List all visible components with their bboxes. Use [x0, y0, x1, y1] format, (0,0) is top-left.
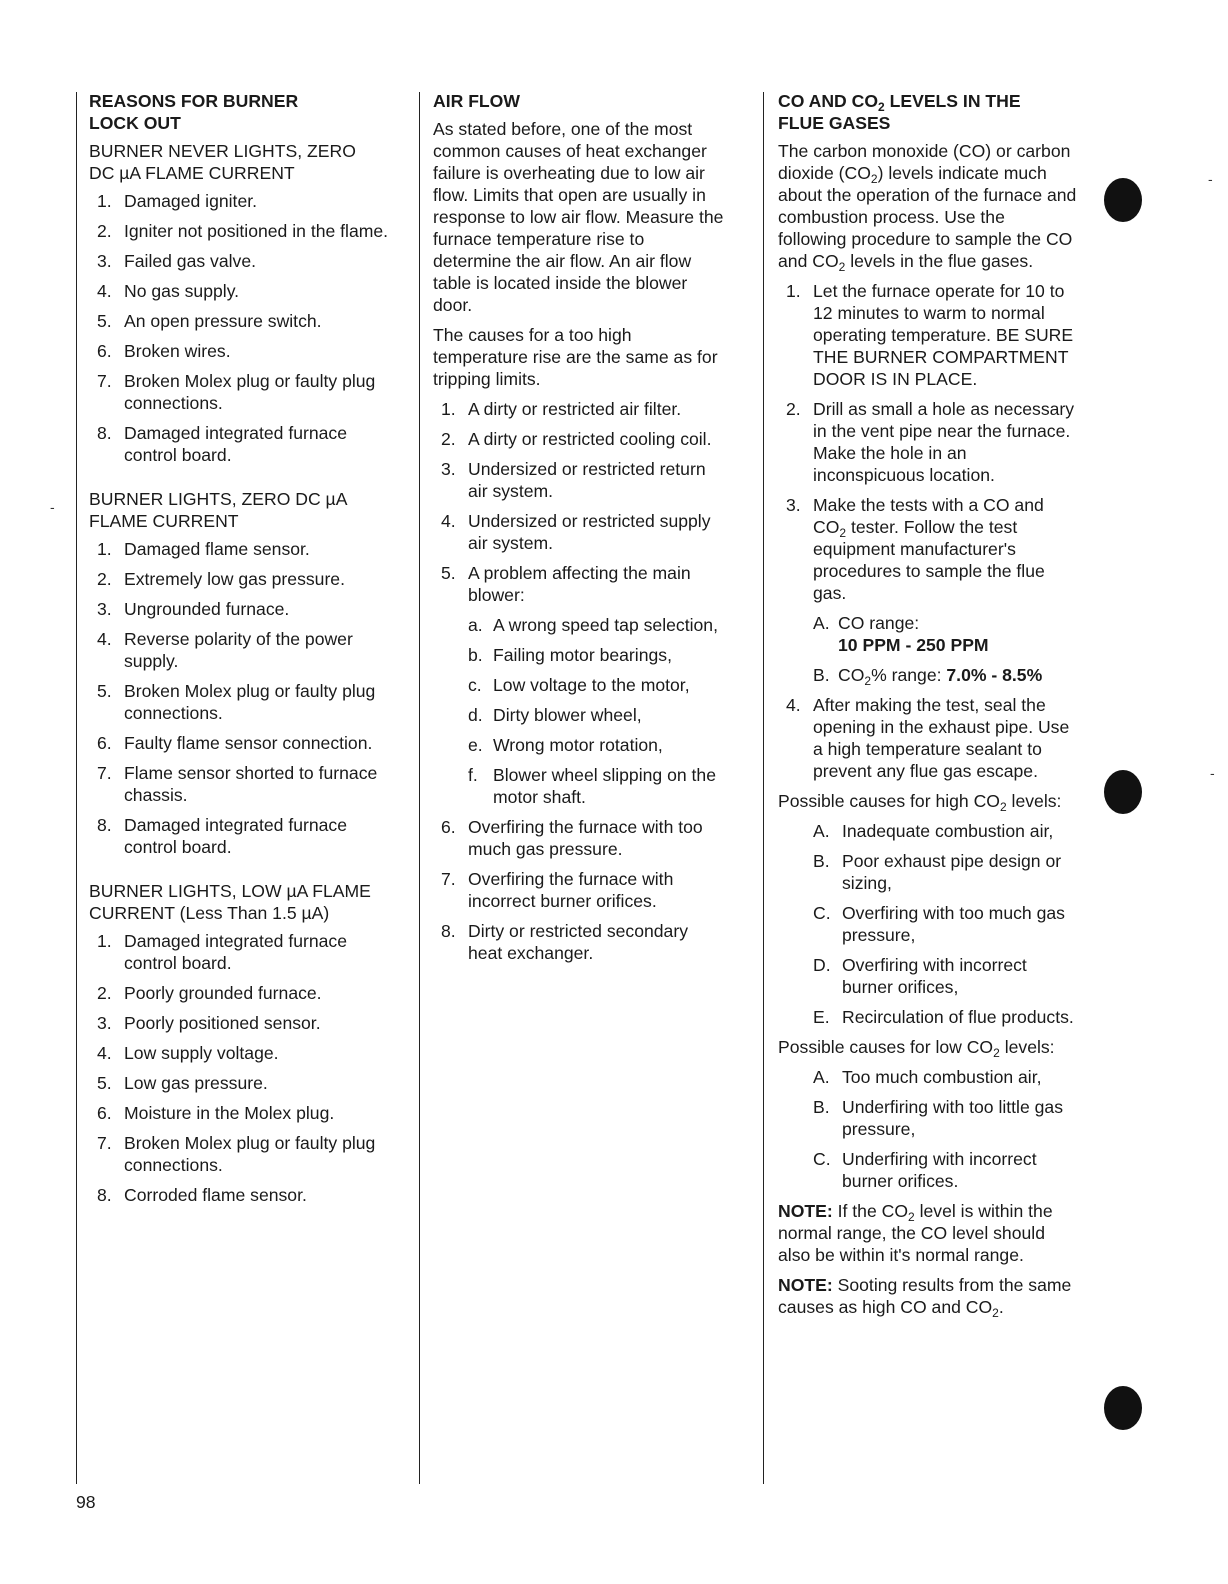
punch-hole-middle	[1104, 770, 1142, 814]
list-item: c. Low voltage to the motor,	[468, 675, 690, 695]
section-title: CO AND $CO_2$ LEVELS IN THE FLUE GASES	[778, 91, 1021, 133]
list-item: 2. Drill as small a hole as necessary in the vent pipe near the furnace. Make the hole in an inconspicuous location.	[786, 399, 1075, 485]
list-item: 5. An open pressure switch.	[97, 311, 322, 331]
list-item: b. Failing motor bearings,	[468, 645, 672, 665]
subsection-lights-zero-current: BURNER LIGHTS, ZERO DC µA FLAME CURRENT	[89, 489, 348, 531]
page-number: 98	[76, 1492, 96, 1512]
column-rule-2	[419, 92, 420, 1484]
list-item: 4. Undersized or restricted supply air system.	[441, 511, 711, 553]
column-air-flow	[433, 90, 725, 978]
section-title: REASONS FOR BURNER LOCK OUT	[89, 91, 299, 133]
subsection-never-lights: BURNER NEVER LIGHTS, ZERO DC µA FLAME CURRENT	[89, 141, 356, 183]
column-rule-3	[763, 92, 764, 1484]
column-co-levels	[778, 90, 1078, 1326]
list-item: A. Too much combustion air,	[813, 1067, 1042, 1087]
punch-hole-top	[1104, 178, 1142, 222]
list-item: 6. Faulty flame sensor connection.	[97, 733, 373, 753]
paragraph: As stated before, one of the most common causes of heat exchanger failure is overheating due to low air flow. Limits that open are usually in response to low air flow. Measure the furnace temperature rise to determine the air flow. An air flow table is located inside the blower door.	[433, 119, 724, 315]
paragraph: The causes for a too high temperature rise are the same as for tripping limits.	[433, 325, 718, 389]
list-item: 4. Low supply voltage.	[97, 1043, 279, 1063]
subsection-low-current: BURNER LIGHTS, LOW µA FLAME CURRENT (Less Than 1.5 µA)	[89, 881, 371, 923]
paragraph: Possible causes for low $CO_2$ levels:	[778, 1037, 1055, 1060]
list-item: 3. Ungrounded furnace.	[97, 599, 290, 619]
list-item: 7. Flame sensor shorted to furnace chassis.	[97, 763, 378, 805]
list-item: 8. Dirty or restricted secondary heat exchanger.	[441, 921, 688, 963]
list-blower-problems	[433, 614, 725, 808]
list-item: 5. Low gas pressure.	[97, 1073, 268, 1093]
list-item: B. Underfiring with too little gas pressure,	[813, 1097, 1064, 1139]
list-item: 3. Poorly positioned sensor.	[97, 1013, 321, 1033]
list-low-current	[89, 930, 404, 1206]
margin-mark-right-1: -	[1208, 171, 1213, 187]
list-item: 8. Damaged integrated furnace control board.	[97, 423, 347, 465]
paragraph: Possible causes for high $CO_2$ levels:	[778, 791, 1062, 814]
margin-mark-right-2: -	[1210, 765, 1215, 781]
list-item: E. Recirculation of flue products.	[813, 1007, 1074, 1027]
punch-hole-bottom	[1104, 1386, 1142, 1430]
list-item: C. Underfiring with incorrect burner orifices.	[813, 1149, 1037, 1191]
list-high-co2-causes	[778, 820, 1078, 1028]
list-item: A. CO range: 10 PPM - 250 PPM	[813, 613, 989, 655]
list-item: 7. Overfiring the furnace with incorrect burner orifices.	[441, 869, 674, 911]
list-item: 1. A dirty or restricted air filter.	[441, 399, 682, 419]
list-item: 2. Extremely low gas pressure.	[97, 569, 345, 589]
list-item: C. Overfiring with too much gas pressure,	[813, 903, 1065, 945]
list-item: 1. Damaged integrated furnace control board.	[97, 931, 347, 973]
list-test-ranges	[778, 612, 1078, 686]
list-item: 4. After making the test, seal the opening in the exhaust pipe. Use a high temperature sealant to prevent any flue gas escape.	[786, 695, 1070, 781]
list-item: D. Overfiring with incorrect burner orifices,	[813, 955, 1027, 997]
list-item: a. A wrong speed tap selection,	[468, 615, 718, 635]
list-item: B. Poor exhaust pipe design or sizing,	[813, 851, 1062, 893]
list-item: 1. Damaged igniter.	[97, 191, 258, 211]
section-title: AIR FLOW	[433, 91, 520, 111]
list-item: 6. Moisture in the Molex plug.	[97, 1103, 335, 1123]
list-item: 2. Poorly grounded furnace.	[97, 983, 322, 1003]
list-item: 4. No gas supply.	[97, 281, 240, 301]
column-burner-lockout	[89, 90, 404, 1220]
list-item: 3. Make the tests with a CO and $CO_2$ tester. Follow the test equipment manufacturer's procedures to sample the flue gas. A. CO range: 10 PPM - 250 PPM B. $CO_2\%$ range: 7.0% - 8.5%	[778, 494, 1078, 686]
list-item: 6. Broken wires.	[97, 341, 231, 361]
list-item: f. Blower wheel slipping on the motor shaft.	[468, 765, 716, 807]
margin-mark-left: -	[50, 499, 55, 515]
paragraph: The carbon monoxide (CO) or carbon dioxide $(CO_2)$ levels indicate much about the operation of the furnace and combustion process. Use the following procedure to sample the CO and $CO_2$ levels in the flue gases.	[778, 141, 1077, 274]
list-item: 3. Undersized or restricted return air system.	[441, 459, 706, 501]
list-item: B. $CO_2\%$ range: 7.0% - 8.5%	[813, 665, 1043, 688]
list-low-co2-causes	[778, 1066, 1078, 1192]
list-item: 2. Igniter not positioned in the flame.	[97, 221, 389, 241]
list-air-flow-causes	[433, 398, 725, 606]
list-item: 4. Reverse polarity of the power supply.	[97, 629, 353, 671]
list-item: A. Inadequate combustion air,	[813, 821, 1054, 841]
list-item: 1. Damaged flame sensor.	[97, 539, 310, 559]
note-sooting: NOTE: Sooting results from the same causes as high CO and $CO_2$.	[778, 1275, 1072, 1320]
list-item: 8. Damaged integrated furnace control board.	[97, 815, 347, 857]
list-air-flow-causes-continued	[433, 816, 725, 964]
note-co-range: NOTE: If the $CO_2$ level is within the normal range, the CO level should also be within it's normal range.	[778, 1201, 1053, 1265]
list-item: 2. A dirty or restricted cooling coil.	[441, 429, 712, 449]
column-rule-1	[76, 92, 77, 1484]
list-item: 5. A problem affecting the main blower:	[441, 563, 691, 605]
list-item: 6. Overfiring the furnace with too much gas pressure.	[441, 817, 703, 859]
list-item: 3. Failed gas valve.	[97, 251, 257, 271]
list-item: d. Dirty blower wheel,	[468, 705, 642, 725]
list-item: 7. Broken Molex plug or faulty plug connections.	[97, 371, 376, 413]
list-item: 8. Corroded flame sensor.	[97, 1185, 307, 1205]
list-never-lights	[89, 190, 404, 466]
list-item: 7. Broken Molex plug or faulty plug connections.	[97, 1133, 376, 1175]
list-test-procedure	[778, 280, 1078, 782]
list-item: e. Wrong motor rotation,	[468, 735, 663, 755]
list-item: 5. Broken Molex plug or faulty plug connections.	[97, 681, 376, 723]
list-item: 1. Let the furnace operate for 10 to 12 minutes to warm to normal operating temperature. BE SURE THE BURNER COMPARTMENT DOOR IS IN PLACE.	[786, 281, 1074, 389]
list-lights-zero-current	[89, 538, 404, 858]
